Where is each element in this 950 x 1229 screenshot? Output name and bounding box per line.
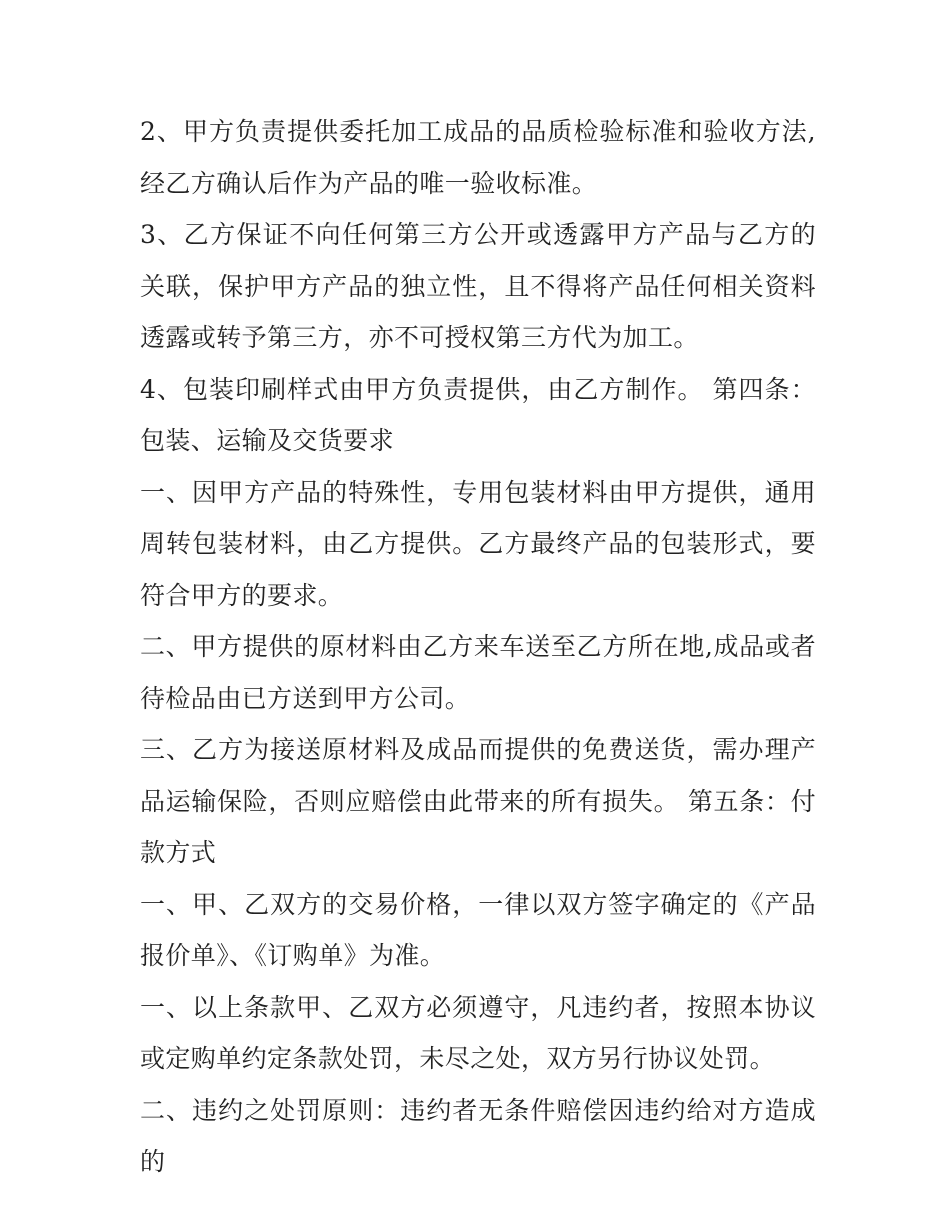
- paragraph-delivery-insurance: 三、乙方为接送原材料及成品而提供的免费送货，需办理产品运输保险，否则应赔偿由此带来的所有损失。 第五条：付款方式: [140, 735, 816, 867]
- document-body: [140, 106, 816, 1188]
- paragraph-confidentiality: 3、乙方保证不向任何第三方公开或透露甲方产品与乙方的关联，保护甲方产品的独立性，且不得将产品任何相关资料透露或转予第三方，亦不可授权第三方代为加工。: [140, 220, 816, 352]
- paragraph-transport-materials: 二、甲方提供的原材料由乙方来车送至乙方所在地,成品或者待检品由已方送到甲方公司。: [140, 632, 816, 713]
- paragraph-packaging-print: 4、包装印刷样式由甲方负责提供，由乙方制作。 第四条：包装、运输及交货要求: [140, 374, 816, 455]
- paragraph-quality-standard: 2、甲方负责提供委托加工成品的品质检验标准和验收方法,经乙方确认后作为产品的唯一验收标准。: [140, 117, 816, 198]
- paragraph-packaging-materials: 一、因甲方产品的特殊性，专用包装材料由甲方提供，通用周转包装材料，由乙方提供。乙方最终产品的包装形式，要符合甲方的要求。: [140, 477, 816, 610]
- paragraph-compliance: 一、以上条款甲、乙双方必须遵守，凡违约者，按照本协议或定购单约定条款处罚，未尽之处，双方另行协议处罚。: [140, 992, 816, 1073]
- paragraph-penalty-principle: 二、违约之处罚原则：违约者无条件赔偿因违约给对方造成的: [140, 1095, 816, 1176]
- paragraph-trade-price: 一、甲、乙双方的交易价格，一律以双方签字确定的《产品报价单》、《订购单》为准。: [140, 889, 816, 970]
